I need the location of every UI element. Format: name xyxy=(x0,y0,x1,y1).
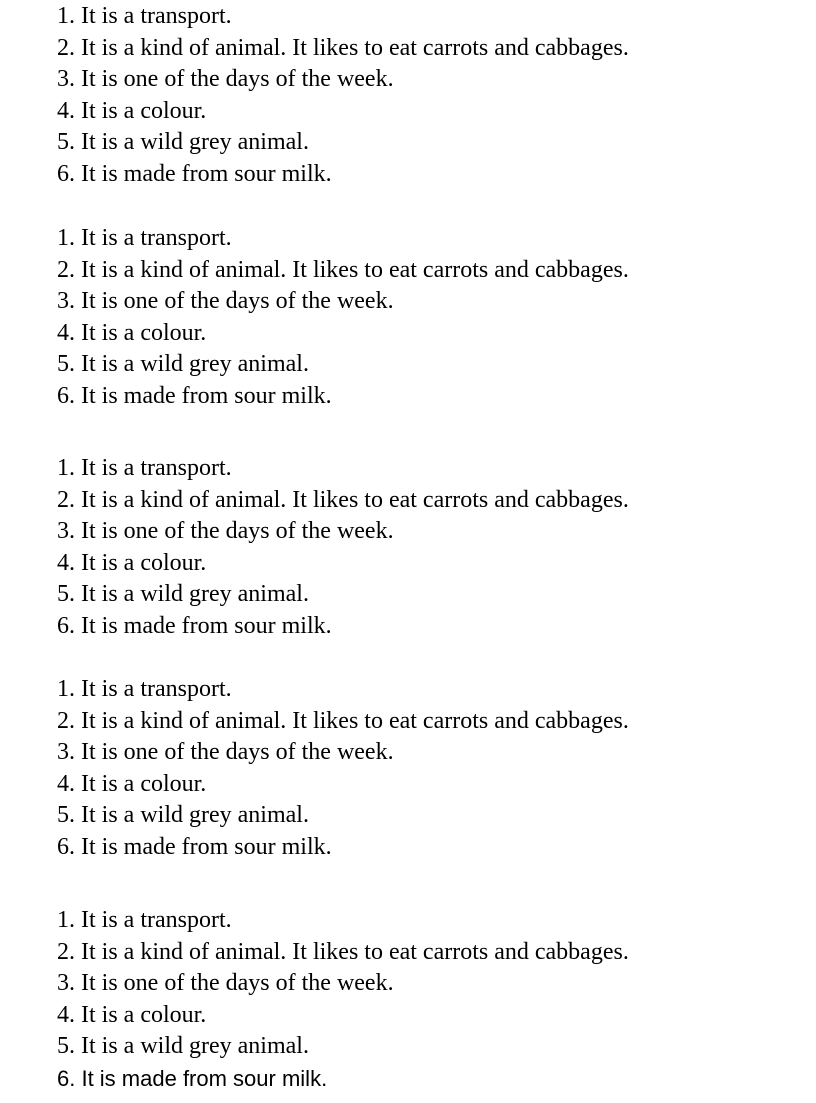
clue-line: 5. It is a wild grey animal. xyxy=(57,802,309,829)
clue-line: 3. It is one of the days of the week. xyxy=(57,288,394,315)
clue-line: 5. It is a wild grey animal. xyxy=(57,581,309,608)
clue-line: 4. It is a colour. xyxy=(57,549,207,576)
clue-line: 5. It is a wild grey animal. xyxy=(57,351,309,378)
clue-line: 2. It is a kind of animal. It likes to eat carrots and cabbages. xyxy=(57,486,629,513)
clue-line: 3. It is one of the days of the week. xyxy=(57,66,394,93)
clue-line: 1. It is a transport. xyxy=(57,907,232,933)
clue-line: 2. It is a kind of animal. It likes to eat carrots and cabbages. xyxy=(57,707,629,734)
clue-line: 1. It is a transport. xyxy=(57,676,232,702)
clue-line: 4. It is a colour. xyxy=(57,319,207,346)
clue-line: 6. It is made from sour milk. xyxy=(57,160,332,187)
clue-list xyxy=(57,223,629,413)
clue-line: 6. It is made from sour milk. xyxy=(57,382,332,409)
clue-line: 6. It is made from sour milk. xyxy=(57,833,332,860)
clue-line: 5. It is a wild grey animal. xyxy=(57,129,309,156)
clue-line: 2. It is a kind of animal. It likes to eat carrots and cabbages. xyxy=(57,34,629,61)
clue-list xyxy=(57,674,629,864)
clue-line: 2. It is a kind of animal. It likes to eat carrots and cabbages. xyxy=(57,938,629,965)
clue-line: 4. It is a colour. xyxy=(57,770,207,797)
clue-line: 1. It is a transport. xyxy=(57,455,232,481)
clue-line: 6. It is made from sour milk. xyxy=(57,1065,328,1091)
clue-line: 1. It is a transport. xyxy=(57,3,232,29)
clue-line: 3. It is one of the days of the week. xyxy=(57,970,394,997)
clue-line: 2. It is a kind of animal. It likes to eat carrots and cabbages. xyxy=(57,256,629,283)
clue-line: 4. It is a colour. xyxy=(57,1001,207,1028)
clue-line: 1. It is a transport. xyxy=(57,225,232,251)
clue-line: 5. It is a wild grey animal. xyxy=(57,1033,309,1060)
clue-line: 6. It is made from sour milk. xyxy=(57,612,332,639)
clue-line: 3. It is one of the days of the week. xyxy=(57,739,394,766)
clue-list xyxy=(57,453,629,643)
clue-list xyxy=(57,905,629,1095)
clue-line: 4. It is a colour. xyxy=(57,97,207,124)
clue-line: 3. It is one of the days of the week. xyxy=(57,518,394,545)
clue-list xyxy=(57,1,629,191)
